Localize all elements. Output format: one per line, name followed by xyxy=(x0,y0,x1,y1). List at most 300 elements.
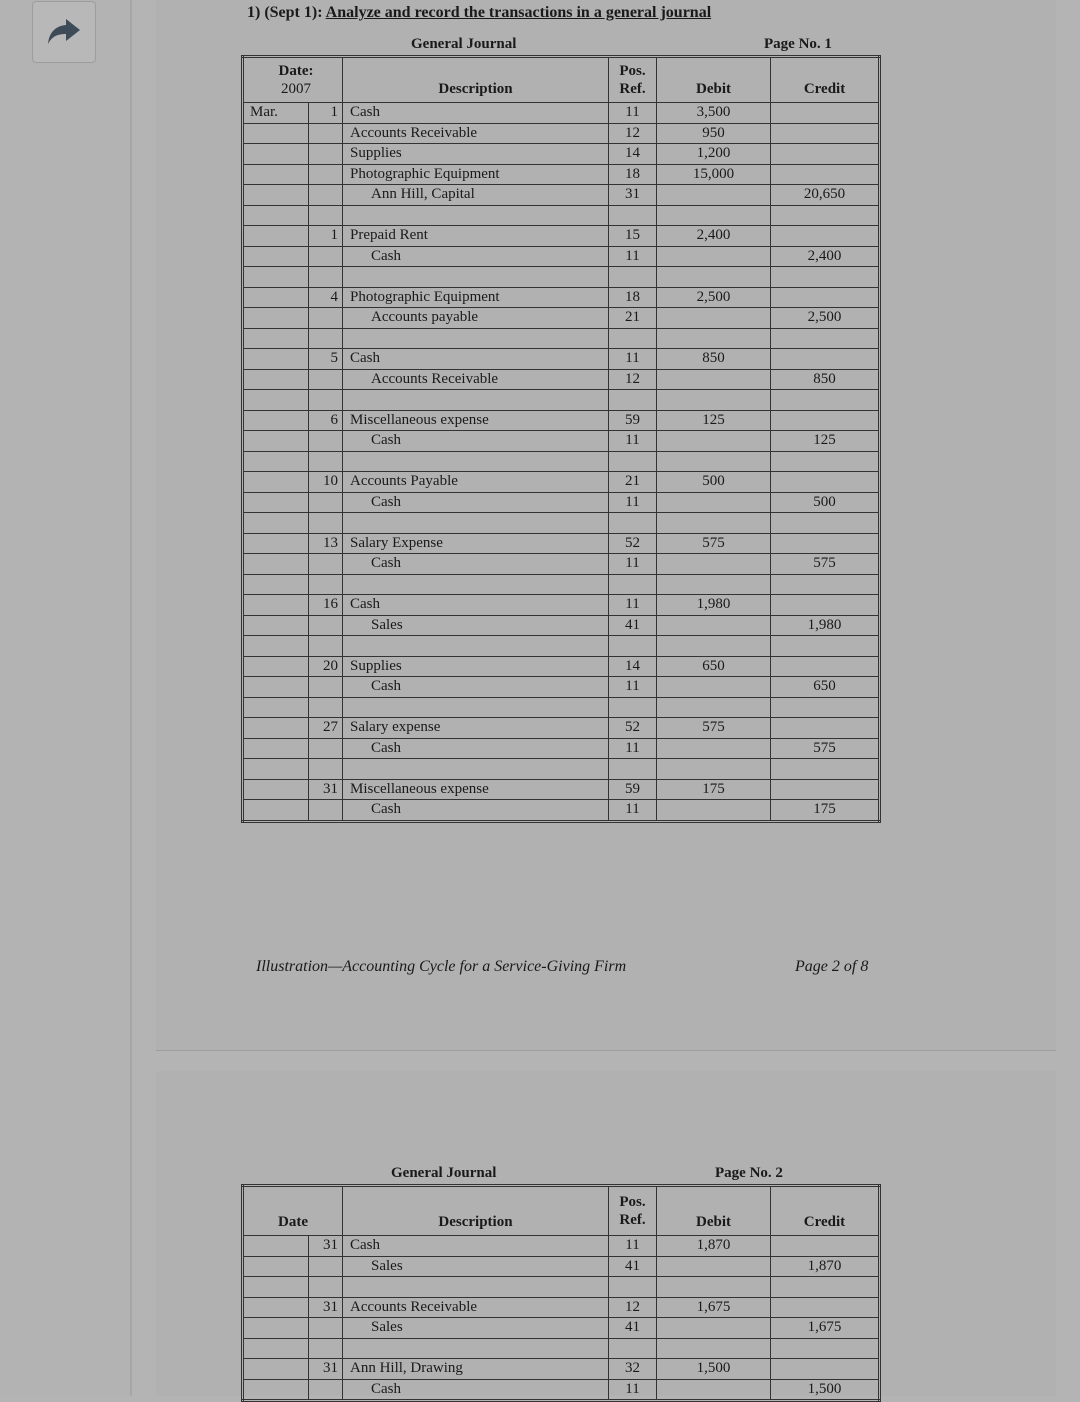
day-cell xyxy=(309,759,343,780)
ref-cell xyxy=(609,390,657,411)
spacer-row xyxy=(243,390,880,411)
month-cell xyxy=(243,164,309,185)
ref-cell: 11 xyxy=(609,595,657,616)
sidebar-divider xyxy=(130,0,132,1396)
journal-line-row xyxy=(243,123,880,144)
debit-header: Debit xyxy=(657,1186,771,1236)
credit-cell xyxy=(771,451,880,472)
debit-cell: 575 xyxy=(657,533,771,554)
footer-page-count: Page 2 of 8 xyxy=(795,958,869,975)
day-cell: 1 xyxy=(309,103,343,124)
journal-page-number: Page No. 1 xyxy=(764,36,832,52)
description-cell: Ann Hill, Drawing xyxy=(343,1359,609,1380)
debit-cell: 1,870 xyxy=(657,1236,771,1257)
credit-header: Credit xyxy=(771,1186,880,1236)
month-cell xyxy=(243,369,309,390)
spacer-row xyxy=(243,328,880,349)
description-cell xyxy=(343,267,609,288)
credit-cell xyxy=(771,759,880,780)
debit-cell: 1,500 xyxy=(657,1359,771,1380)
day-cell xyxy=(309,554,343,575)
credit-cell xyxy=(771,513,880,534)
credit-cell xyxy=(771,636,880,657)
debit-header: Debit xyxy=(657,57,771,103)
credit-cell: 575 xyxy=(771,738,880,759)
debit-cell xyxy=(657,697,771,718)
description-cell: Accounts payable xyxy=(343,308,609,329)
credit-cell xyxy=(771,267,880,288)
credit-cell xyxy=(771,205,880,226)
credit-cell xyxy=(771,1359,880,1380)
description-cell: Cash xyxy=(343,492,609,513)
month-cell xyxy=(243,677,309,698)
credit-cell xyxy=(771,533,880,554)
debit-cell: 15,000 xyxy=(657,164,771,185)
day-cell xyxy=(309,308,343,329)
description-cell: Salary Expense xyxy=(343,533,609,554)
journal-line-row xyxy=(243,1318,880,1339)
journal-line-row xyxy=(243,533,880,554)
ref-cell: 11 xyxy=(609,800,657,822)
day-cell: 31 xyxy=(309,779,343,800)
credit-cell: 1,980 xyxy=(771,615,880,636)
credit-cell: 20,650 xyxy=(771,185,880,206)
ref-cell: 41 xyxy=(609,1256,657,1277)
journal-line-row xyxy=(243,472,880,493)
description-cell: Miscellaneous expense xyxy=(343,410,609,431)
debit-cell xyxy=(657,246,771,267)
day-cell xyxy=(309,574,343,595)
journal-line-row xyxy=(243,164,880,185)
debit-cell xyxy=(657,451,771,472)
day-cell: 4 xyxy=(309,287,343,308)
share-button[interactable] xyxy=(32,1,96,63)
description-cell: Supplies xyxy=(343,656,609,677)
day-cell: 31 xyxy=(309,1359,343,1380)
description-cell: Ann Hill, Capital xyxy=(343,185,609,206)
ref-cell: 14 xyxy=(609,144,657,165)
journal-line-row xyxy=(243,595,880,616)
day-cell: 10 xyxy=(309,472,343,493)
debit-cell: 2,500 xyxy=(657,287,771,308)
footer-caption: Illustration—Accounting Cycle for a Service-Giving Firm xyxy=(256,958,627,975)
debit-cell: 650 xyxy=(657,656,771,677)
date-cell xyxy=(243,574,309,595)
journal-line-row xyxy=(243,287,880,308)
ref-cell: 59 xyxy=(609,410,657,431)
credit-cell: 125 xyxy=(771,431,880,452)
debit-cell xyxy=(657,328,771,349)
debit-cell xyxy=(657,759,771,780)
description-cell: Sales xyxy=(343,1256,609,1277)
month-cell xyxy=(243,308,309,329)
description-cell: Cash xyxy=(343,431,609,452)
journal-line-row xyxy=(243,1256,880,1277)
day-cell: 31 xyxy=(309,1297,343,1318)
debit-cell xyxy=(657,738,771,759)
credit-cell: 175 xyxy=(771,800,880,822)
date-cell xyxy=(243,1277,309,1298)
ref-cell xyxy=(609,513,657,534)
ref-cell: 12 xyxy=(609,369,657,390)
description-cell: Cash xyxy=(343,103,609,124)
date-cell xyxy=(243,636,309,657)
debit-cell xyxy=(657,390,771,411)
month-cell xyxy=(243,1256,309,1277)
day-cell xyxy=(309,615,343,636)
day-cell: 1 xyxy=(309,226,343,247)
ref-cell: 11 xyxy=(609,246,657,267)
ref-cell: 18 xyxy=(609,164,657,185)
debit-cell xyxy=(657,615,771,636)
day-cell xyxy=(309,800,343,822)
description-header: Description xyxy=(343,57,609,103)
debit-cell xyxy=(657,369,771,390)
ref-cell xyxy=(609,1277,657,1298)
spacer-row xyxy=(243,759,880,780)
journal-line-row xyxy=(243,185,880,206)
journal-line-row xyxy=(243,615,880,636)
day-cell xyxy=(309,328,343,349)
credit-cell: 1,675 xyxy=(771,1318,880,1339)
debit-cell xyxy=(657,1379,771,1401)
debit-cell xyxy=(657,636,771,657)
journal-line-row xyxy=(243,779,880,800)
month-cell xyxy=(243,779,309,800)
credit-cell xyxy=(771,574,880,595)
question-heading xyxy=(247,4,711,22)
description-cell: Accounts Receivable xyxy=(343,1297,609,1318)
day-cell xyxy=(309,677,343,698)
day-cell xyxy=(309,451,343,472)
day-cell xyxy=(309,513,343,534)
ref-cell xyxy=(609,697,657,718)
date-label: Date: xyxy=(278,63,314,79)
journal-header-row xyxy=(243,1186,880,1236)
month-cell: Mar. xyxy=(243,103,309,124)
credit-cell xyxy=(771,410,880,431)
month-cell xyxy=(243,349,309,370)
description-cell xyxy=(343,1277,609,1298)
month-cell xyxy=(243,226,309,247)
ref-cell: 31 xyxy=(609,185,657,206)
journal-line-row xyxy=(243,1297,880,1318)
day-cell xyxy=(309,369,343,390)
description-cell: Accounts Receivable xyxy=(343,369,609,390)
credit-cell xyxy=(771,328,880,349)
debit-cell xyxy=(657,513,771,534)
ref-cell: 12 xyxy=(609,1297,657,1318)
heading-prefix: 1) (Sept 1): xyxy=(247,4,323,21)
credit-cell xyxy=(771,164,880,185)
ref-cell: 59 xyxy=(609,779,657,800)
day-cell: 20 xyxy=(309,656,343,677)
credit-cell: 2,500 xyxy=(771,308,880,329)
month-cell xyxy=(243,738,309,759)
journal-line-row xyxy=(243,144,880,165)
date-cell xyxy=(243,1338,309,1359)
credit-cell xyxy=(771,472,880,493)
credit-cell xyxy=(771,595,880,616)
ref-cell: 11 xyxy=(609,1236,657,1257)
date-header: Date xyxy=(243,1186,343,1236)
description-cell: Salary expense xyxy=(343,718,609,739)
day-cell xyxy=(309,267,343,288)
month-cell xyxy=(243,246,309,267)
credit-cell: 2,400 xyxy=(771,246,880,267)
description-cell xyxy=(343,697,609,718)
ref-cell: 11 xyxy=(609,1379,657,1401)
debit-cell xyxy=(657,1318,771,1339)
debit-cell xyxy=(657,800,771,822)
journal-line-row xyxy=(243,308,880,329)
day-cell xyxy=(309,205,343,226)
journal-page-number-2: Page No. 2 xyxy=(715,1165,783,1181)
month-cell xyxy=(243,615,309,636)
description-cell: Photographic Equipment xyxy=(343,164,609,185)
description-cell xyxy=(343,759,609,780)
journal-line-row xyxy=(243,246,880,267)
debit-cell xyxy=(657,205,771,226)
ref-cell: 11 xyxy=(609,349,657,370)
description-cell xyxy=(343,390,609,411)
journal-line-row xyxy=(243,677,880,698)
pos-ref-header xyxy=(609,1186,657,1236)
ref-cell xyxy=(609,759,657,780)
month-cell xyxy=(243,144,309,165)
date-cell xyxy=(243,513,309,534)
description-cell: Sales xyxy=(343,615,609,636)
day-cell xyxy=(309,1256,343,1277)
day-cell xyxy=(309,1379,343,1401)
ref-cell xyxy=(609,267,657,288)
description-cell: Cash xyxy=(343,246,609,267)
journal-line-row xyxy=(243,410,880,431)
day-cell xyxy=(309,164,343,185)
description-cell: Cash xyxy=(343,554,609,575)
spacer-row xyxy=(243,1277,880,1298)
debit-cell: 2,400 xyxy=(657,226,771,247)
journal-line-row xyxy=(243,554,880,575)
ref-cell: 21 xyxy=(609,308,657,329)
credit-cell xyxy=(771,390,880,411)
date-cell xyxy=(243,697,309,718)
description-cell xyxy=(343,574,609,595)
day-cell: 27 xyxy=(309,718,343,739)
ref-cell: 11 xyxy=(609,554,657,575)
credit-cell: 650 xyxy=(771,677,880,698)
credit-cell: 850 xyxy=(771,369,880,390)
day-cell: 31 xyxy=(309,1236,343,1257)
share-arrow-icon xyxy=(46,17,82,47)
month-cell xyxy=(243,718,309,739)
debit-cell: 575 xyxy=(657,718,771,739)
month-cell xyxy=(243,410,309,431)
month-cell xyxy=(243,533,309,554)
description-cell xyxy=(343,1338,609,1359)
day-cell xyxy=(309,431,343,452)
day-cell xyxy=(309,390,343,411)
credit-cell xyxy=(771,1297,880,1318)
journal-line-row xyxy=(243,738,880,759)
ref-cell: 21 xyxy=(609,472,657,493)
credit-cell xyxy=(771,697,880,718)
month-cell xyxy=(243,1379,309,1401)
description-cell: Cash xyxy=(343,1236,609,1257)
debit-cell: 950 xyxy=(657,123,771,144)
journal-line-row xyxy=(243,103,880,124)
debit-cell xyxy=(657,1256,771,1277)
credit-cell xyxy=(771,349,880,370)
day-cell xyxy=(309,246,343,267)
day-cell xyxy=(309,185,343,206)
ref-cell: 52 xyxy=(609,533,657,554)
month-cell xyxy=(243,492,309,513)
ref-cell xyxy=(609,636,657,657)
month-cell xyxy=(243,472,309,493)
journal-line-row xyxy=(243,1359,880,1380)
journal-line-row xyxy=(243,492,880,513)
spacer-row xyxy=(243,636,880,657)
month-cell xyxy=(243,185,309,206)
month-cell xyxy=(243,1318,309,1339)
journal-line-row xyxy=(243,1379,880,1401)
general-journal-table xyxy=(241,55,881,823)
date-header xyxy=(243,57,343,103)
description-cell: Sales xyxy=(343,1318,609,1339)
ref-cell: 11 xyxy=(609,738,657,759)
heading-instruction: Analyze and record the transactions in a general journal xyxy=(325,4,712,21)
day-cell xyxy=(309,1277,343,1298)
credit-cell xyxy=(771,226,880,247)
day-cell xyxy=(309,697,343,718)
description-cell: Prepaid Rent xyxy=(343,226,609,247)
month-cell xyxy=(243,656,309,677)
date-cell xyxy=(243,267,309,288)
year-label: 2007 xyxy=(281,81,311,97)
spacer-row xyxy=(243,205,880,226)
month-cell xyxy=(243,1297,309,1318)
journal-line-row xyxy=(243,718,880,739)
debit-cell xyxy=(657,308,771,329)
debit-cell: 1,980 xyxy=(657,595,771,616)
date-cell xyxy=(243,328,309,349)
month-cell xyxy=(243,431,309,452)
journal-line-row xyxy=(243,800,880,822)
credit-cell xyxy=(771,1338,880,1359)
journal-title-2: General Journal xyxy=(391,1165,497,1181)
debit-cell: 1,675 xyxy=(657,1297,771,1318)
ref-cell: 15 xyxy=(609,226,657,247)
description-cell xyxy=(343,513,609,534)
debit-cell xyxy=(657,574,771,595)
description-cell xyxy=(343,451,609,472)
description-cell: Miscellaneous expense xyxy=(343,779,609,800)
debit-cell: 3,500 xyxy=(657,103,771,124)
ref-cell: 18 xyxy=(609,287,657,308)
debit-cell: 175 xyxy=(657,779,771,800)
credit-cell: 1,500 xyxy=(771,1379,880,1401)
debit-cell: 125 xyxy=(657,410,771,431)
journal-line-row xyxy=(243,369,880,390)
credit-cell xyxy=(771,779,880,800)
debit-cell xyxy=(657,185,771,206)
spacer-row xyxy=(243,697,880,718)
debit-cell xyxy=(657,1277,771,1298)
debit-cell xyxy=(657,492,771,513)
ref-cell: 14 xyxy=(609,656,657,677)
month-cell xyxy=(243,123,309,144)
date-cell xyxy=(243,390,309,411)
credit-cell: 500 xyxy=(771,492,880,513)
debit-cell xyxy=(657,267,771,288)
debit-cell: 850 xyxy=(657,349,771,370)
description-cell: Accounts Receivable xyxy=(343,123,609,144)
description-cell: Cash xyxy=(343,595,609,616)
description-cell: Cash xyxy=(343,800,609,822)
date-cell xyxy=(243,759,309,780)
month-cell xyxy=(243,1236,309,1257)
pos-label: Pos. xyxy=(619,63,646,79)
journal-line-row xyxy=(243,226,880,247)
credit-cell xyxy=(771,123,880,144)
day-cell xyxy=(309,144,343,165)
day-cell xyxy=(309,636,343,657)
ref-cell xyxy=(609,205,657,226)
spacer-row xyxy=(243,451,880,472)
day-cell: 13 xyxy=(309,533,343,554)
debit-cell xyxy=(657,677,771,698)
journal-line-row xyxy=(243,349,880,370)
day-cell xyxy=(309,123,343,144)
ref-label: Ref. xyxy=(619,81,646,97)
general-journal-table-2 xyxy=(241,1184,881,1402)
spacer-row xyxy=(243,1338,880,1359)
month-cell xyxy=(243,1359,309,1380)
debit-cell xyxy=(657,1338,771,1359)
credit-header: Credit xyxy=(771,57,880,103)
ref-cell: 52 xyxy=(609,718,657,739)
journal-line-row xyxy=(243,431,880,452)
journal-line-row xyxy=(243,1236,880,1257)
day-cell xyxy=(309,1338,343,1359)
description-cell xyxy=(343,328,609,349)
ref-cell: 12 xyxy=(609,123,657,144)
ref-cell: 11 xyxy=(609,431,657,452)
debit-cell: 1,200 xyxy=(657,144,771,165)
description-cell xyxy=(343,636,609,657)
credit-cell xyxy=(771,718,880,739)
ref-cell: 11 xyxy=(609,492,657,513)
ref-cell xyxy=(609,328,657,349)
ref-cell xyxy=(609,451,657,472)
day-cell xyxy=(309,738,343,759)
spacer-row xyxy=(243,267,880,288)
description-header: Description xyxy=(343,1186,609,1236)
credit-cell: 1,870 xyxy=(771,1256,880,1277)
left-sidebar xyxy=(0,0,130,1396)
day-cell: 16 xyxy=(309,595,343,616)
month-cell xyxy=(243,287,309,308)
ref-cell xyxy=(609,574,657,595)
day-cell xyxy=(309,1318,343,1339)
debit-cell: 500 xyxy=(657,472,771,493)
ref-label: Ref. xyxy=(619,1212,646,1228)
journal-header-row xyxy=(243,57,880,103)
date-cell xyxy=(243,205,309,226)
pos-label: Pos. xyxy=(619,1194,646,1210)
spacer-row xyxy=(243,574,880,595)
